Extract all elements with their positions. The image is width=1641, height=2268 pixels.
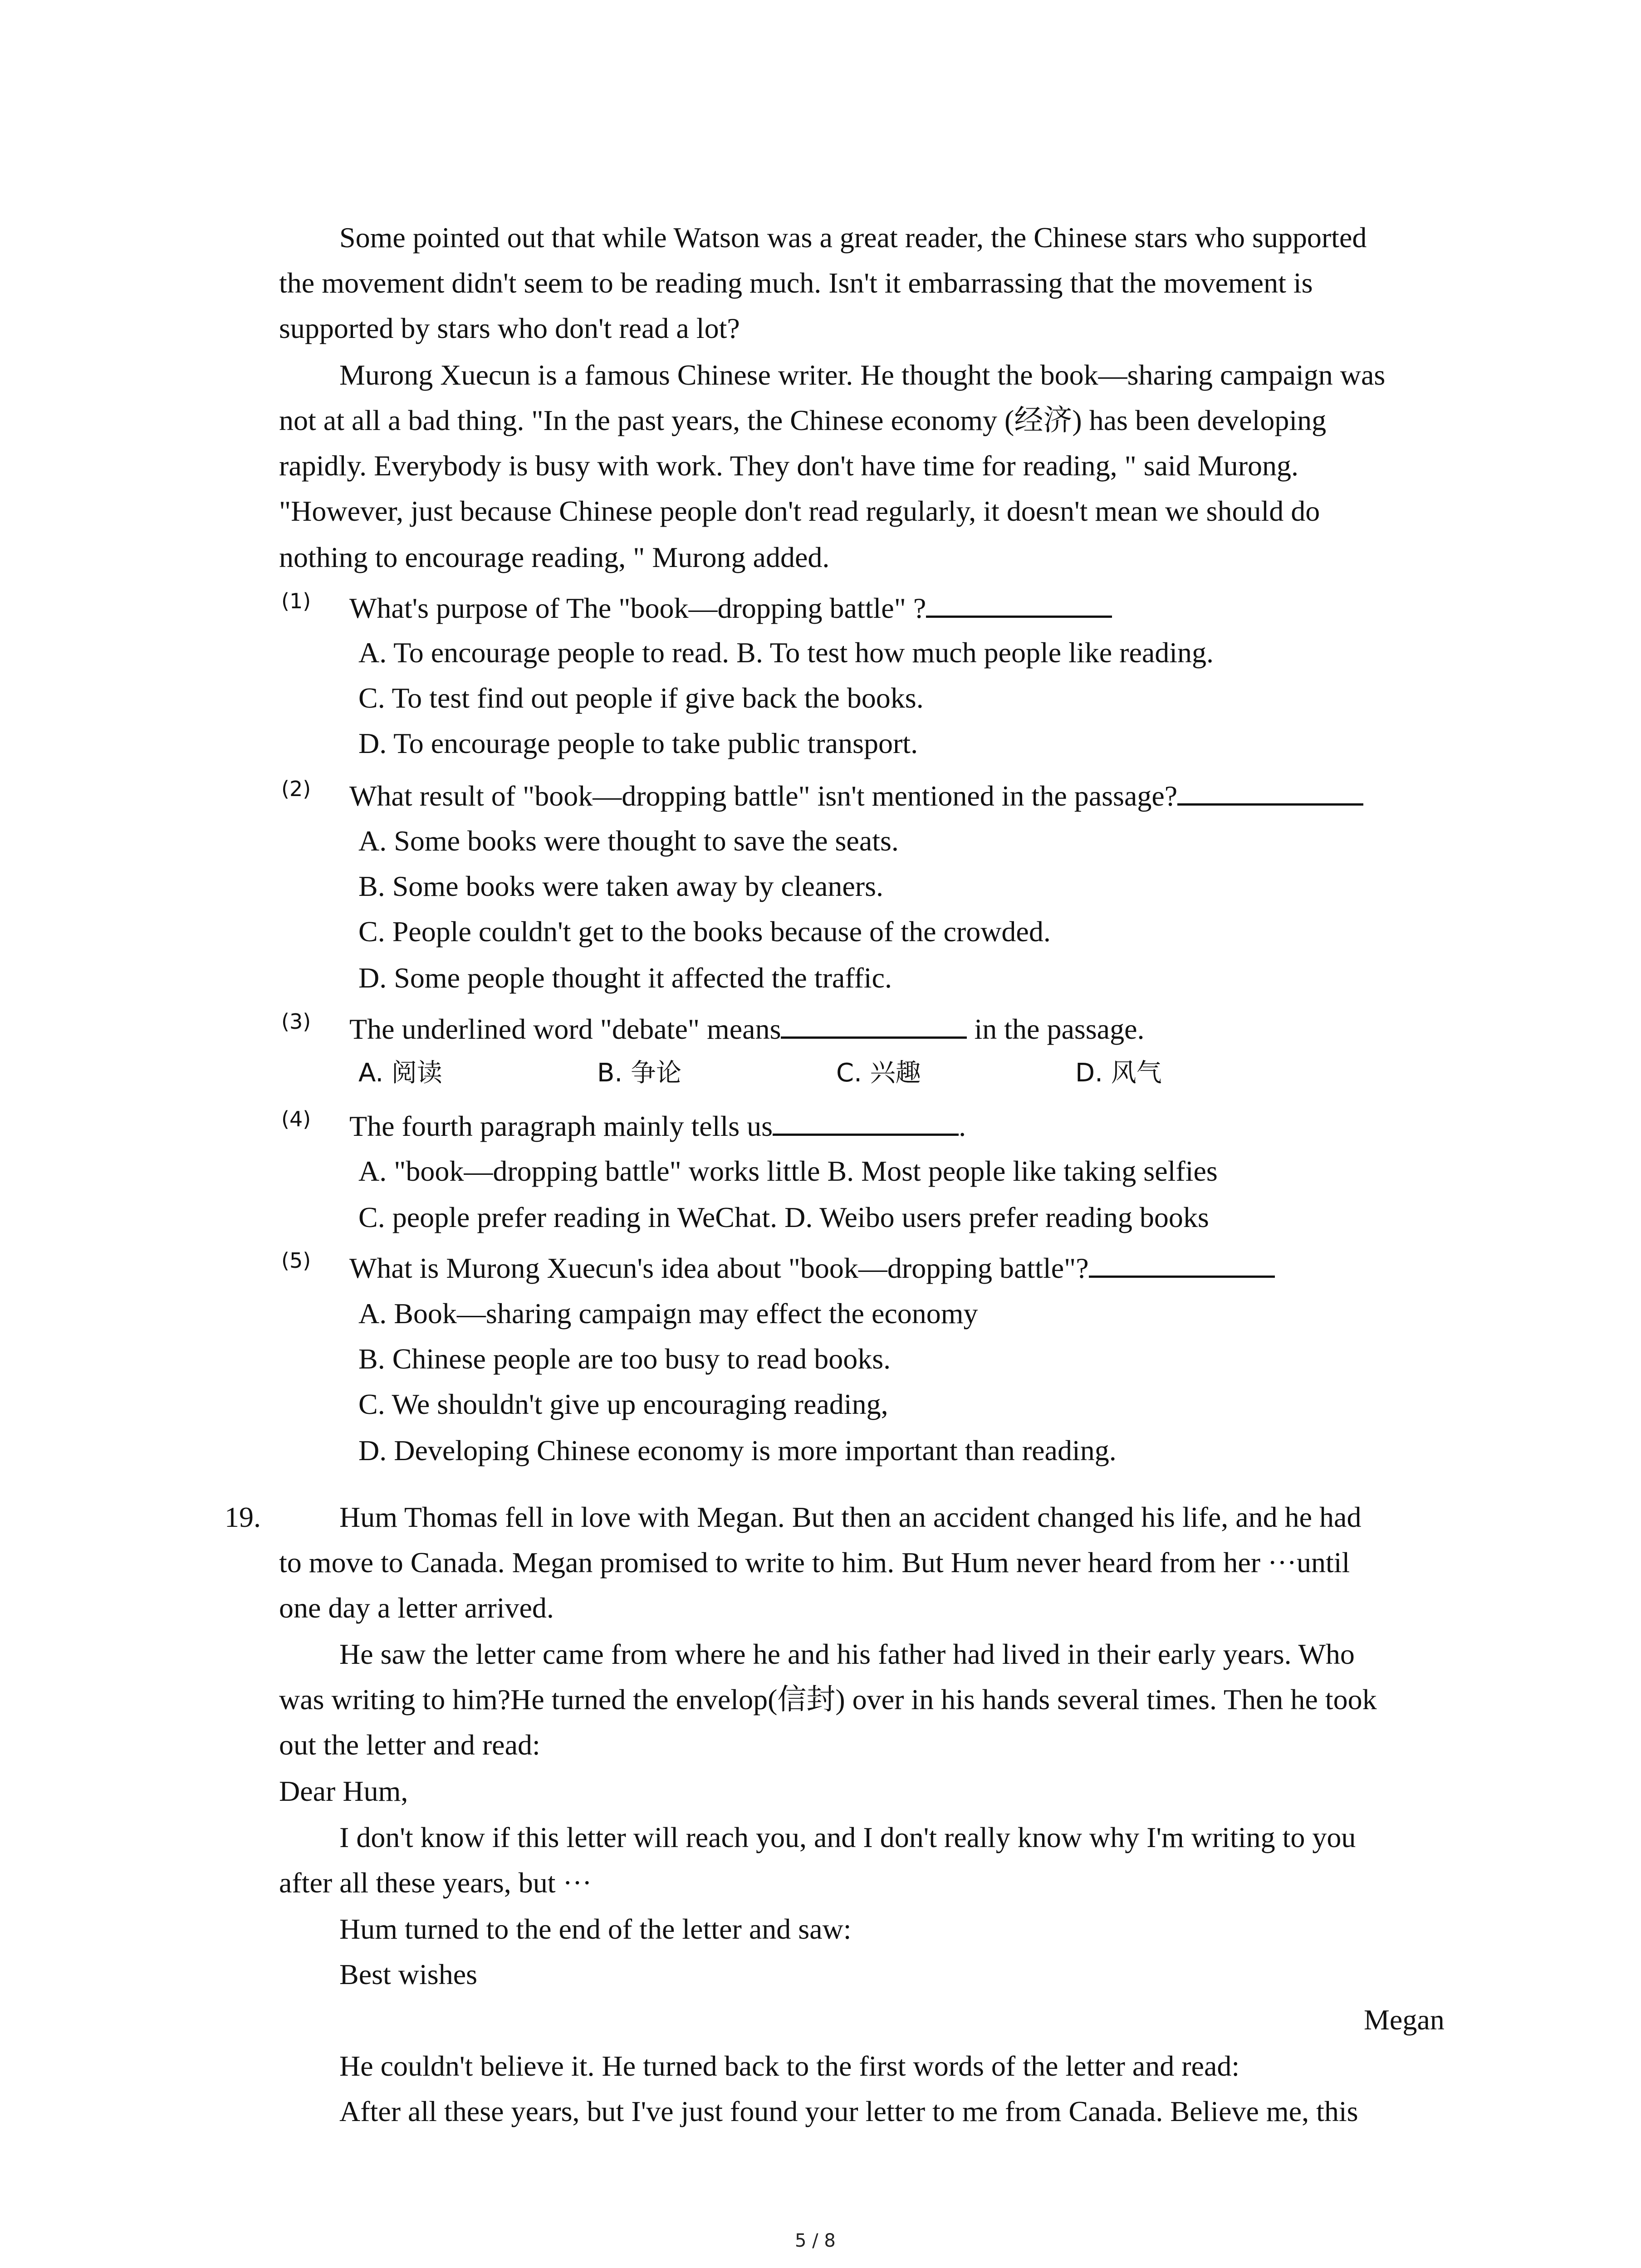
paragraph-line: Hum turned to the end of the letter and saw: bbox=[339, 1913, 852, 1945]
option-a: A. 阅读 bbox=[358, 1058, 442, 1088]
paragraph-line: After all these years, but I've just found your letter to me from Canada. Believe me, this bbox=[339, 2095, 1358, 2127]
paragraph-line: "However, just because Chinese people don't read regularly, it doesn't mean we should do bbox=[279, 495, 1320, 527]
question-text: What's purpose of The "book—dropping battle" ? bbox=[349, 592, 1112, 623]
paragraph-line: one day a letter arrived. bbox=[279, 1592, 554, 1624]
paragraph-line: Hum Thomas fell in love with Megan. But then an accident changed his life, and he had bbox=[339, 1501, 1362, 1533]
option-line: C. To test find out people if give back the books. bbox=[358, 682, 924, 714]
letter-closing: Best wishes bbox=[339, 1958, 477, 1990]
option-line: D. Developing Chinese economy is more important than reading. bbox=[358, 1434, 1117, 1466]
paragraph-line: rapidly. Everybody is busy with work. They don't have time for reading, " said Murong. bbox=[279, 450, 1299, 482]
letter-signature: Megan bbox=[1364, 2004, 1445, 2036]
paragraph-line: supported by stars who don't read a lot? bbox=[279, 312, 740, 344]
paragraph-line: was writing to him?He turned the envelop(信封) over in his hands several times. Then he took bbox=[279, 1683, 1377, 1716]
paragraph-line: not at all a bad thing. "In the past years, the Chinese economy (经济) has been developing bbox=[279, 404, 1327, 436]
paragraph-line: He saw the letter came from where he and his father had lived in their early years. Who bbox=[339, 1638, 1355, 1670]
paragraph-line: the movement didn't seem to be reading much. Isn't it embarrassing that the movement is bbox=[279, 267, 1313, 299]
option-line: C. We shouldn't give up encouraging reading, bbox=[358, 1388, 888, 1420]
option-line: A. Some books were thought to save the seats. bbox=[358, 825, 899, 857]
answer-blank[interactable] bbox=[1089, 1252, 1275, 1278]
paragraph-line: out the letter and read: bbox=[279, 1729, 540, 1761]
option-line: D. Some people thought it affected the traffic. bbox=[358, 962, 892, 994]
option-b: B. 争论 bbox=[597, 1058, 682, 1088]
option-d: D. 风气 bbox=[1075, 1058, 1162, 1088]
question-text: The underlined word "debate" means in the passage. bbox=[349, 1013, 1145, 1045]
option-line: D. To encourage people to take public transport. bbox=[358, 727, 918, 759]
paragraph-line: nothing to encourage reading, " Murong added. bbox=[279, 541, 830, 573]
question-number: (1) bbox=[281, 589, 311, 613]
paragraph-line: Murong Xuecun is a famous Chinese writer. He thought the book—sharing campaign was bbox=[339, 359, 1386, 391]
paragraph-line: to move to Canada. Megan promised to write to him. But Hum never heard from her ···until bbox=[279, 1546, 1350, 1579]
question-number: (2) bbox=[281, 777, 311, 801]
option-line: C. People couldn't get to the books because of the crowded. bbox=[358, 915, 1051, 948]
option-line: A. "book—dropping battle" works little B. Most people like taking selfies bbox=[358, 1155, 1218, 1187]
letter-greeting: Dear Hum, bbox=[279, 1775, 408, 1807]
option-line: B. Chinese people are too busy to read books. bbox=[358, 1343, 891, 1375]
option-line: B. Some books were taken away by cleaners. bbox=[358, 870, 883, 902]
answer-blank[interactable] bbox=[926, 592, 1112, 618]
paragraph-line: after all these years, but ··· bbox=[279, 1867, 592, 1899]
option-line: A. Book—sharing campaign may effect the economy bbox=[358, 1297, 978, 1330]
option-line: C. people prefer reading in WeChat. D. Weibo users prefer reading books bbox=[358, 1201, 1209, 1233]
question-number: (4) bbox=[281, 1107, 311, 1131]
question-text: What result of "book—dropping battle" isn't mentioned in the passage? bbox=[349, 780, 1363, 811]
option-line: A. To encourage people to read. B. To test how much people like reading. bbox=[358, 636, 1214, 669]
question-text: What is Murong Xuecun's idea about "book—dropping battle"? bbox=[349, 1252, 1275, 1283]
option-c: C. 兴趣 bbox=[836, 1058, 921, 1088]
answer-blank[interactable] bbox=[1177, 780, 1363, 806]
paragraph-line: He couldn't believe it. He turned back to the first words of the letter and read: bbox=[339, 2050, 1240, 2082]
paragraph-line: Some pointed out that while Watson was a great reader, the Chinese stars who supported bbox=[339, 221, 1367, 254]
answer-blank[interactable] bbox=[781, 1013, 967, 1039]
answer-blank[interactable] bbox=[773, 1110, 959, 1136]
item-number: 19. bbox=[225, 1501, 261, 1533]
question-number: (3) bbox=[281, 1009, 311, 1034]
paragraph-line: I don't know if this letter will reach you, and I don't really know why I'm writing to you bbox=[339, 1821, 1356, 1853]
page-number: 5 / 8 bbox=[795, 2230, 836, 2251]
question-text: The fourth paragraph mainly tells us . bbox=[349, 1110, 966, 1142]
question-number: (5) bbox=[281, 1248, 311, 1273]
